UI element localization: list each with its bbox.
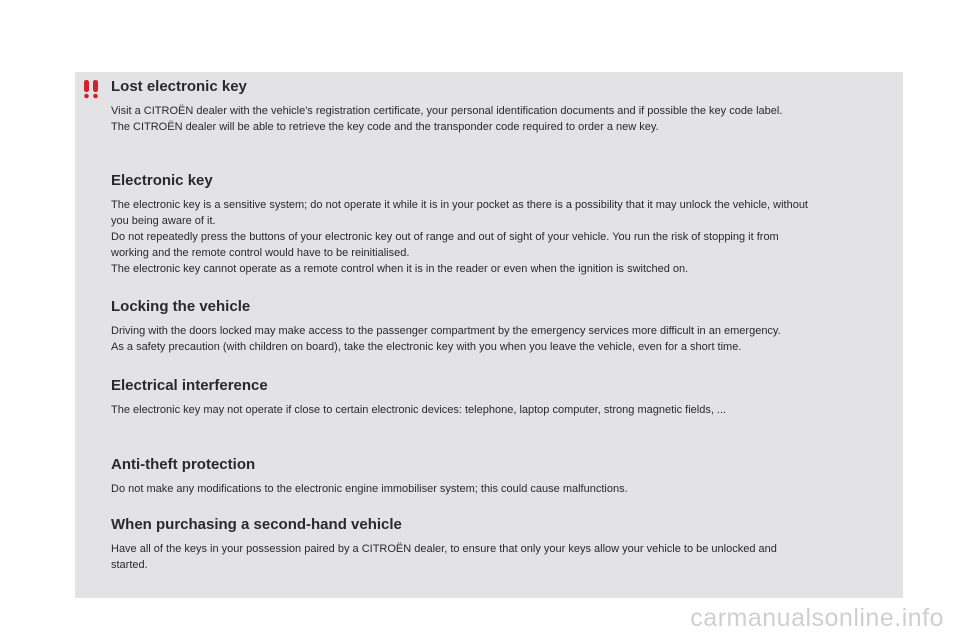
section-text: Do not make any modifications to the electronic engine immobiliser system; this could cause malfunctions. [111, 483, 628, 495]
section-text: Visit a CITROËN dealer with the vehicle's registration certificate, your personal identification documents and if possible the key code label. [111, 105, 783, 117]
section-text: As a safety precaution (with children on board), take the electronic key with you when you leave the vehicle, even for a short time. [111, 341, 742, 353]
section-text: The electronic key cannot operate as a remote control when it is in the reader or even when the ignition is switched on. [111, 263, 689, 275]
section-heading: Locking the vehicle [111, 298, 251, 315]
section-text: The electronic key may not operate if close to certain electronic devices: telephone, laptop computer, strong magnetic fields, ... [111, 404, 727, 416]
section-text: Do not repeatedly press the buttons of your electronic key out of range and out of sight of your vehicle. You run the risk of stopping it from [111, 231, 779, 243]
section-heading: Lost electronic key [111, 78, 247, 95]
site-watermark: carmanualsonline.info [690, 604, 944, 632]
section-text: The CITROËN dealer will be able to retrieve the key code and the transponder code required to order a new key. [111, 121, 659, 133]
section-second-hand-vehicle [111, 516, 896, 573]
section-text: you being aware of it. [111, 215, 216, 227]
section-heading: Electrical interference [111, 377, 268, 394]
warning-icon [82, 79, 100, 99]
section-text: working and the remote control would have to be reinitialised. [111, 247, 410, 259]
section-text: Driving with the doors locked may make access to the passenger compartment by the emergency services more difficult in an emergency. [111, 325, 781, 337]
section-lost-electronic-key [111, 78, 896, 135]
section-text: The electronic key is a sensitive system; do not operate it while it is in your pocket as there is a possibility that it may unlock the vehicle, without [111, 199, 808, 211]
section-electronic-key [111, 172, 896, 277]
section-heading: When purchasing a second-hand vehicle [111, 516, 402, 533]
section-heading: Electronic key [111, 172, 213, 189]
section-heading: Anti-theft protection [111, 456, 256, 473]
section-locking-the-vehicle [111, 298, 896, 355]
section-text: Have all of the keys in your possession paired by a CITROËN dealer, to ensure that only your keys allow your vehicle to be unlocked and [111, 543, 777, 555]
section-text: started. [111, 559, 148, 571]
section-electrical-interference [111, 377, 896, 418]
section-anti-theft-protection [111, 456, 896, 497]
